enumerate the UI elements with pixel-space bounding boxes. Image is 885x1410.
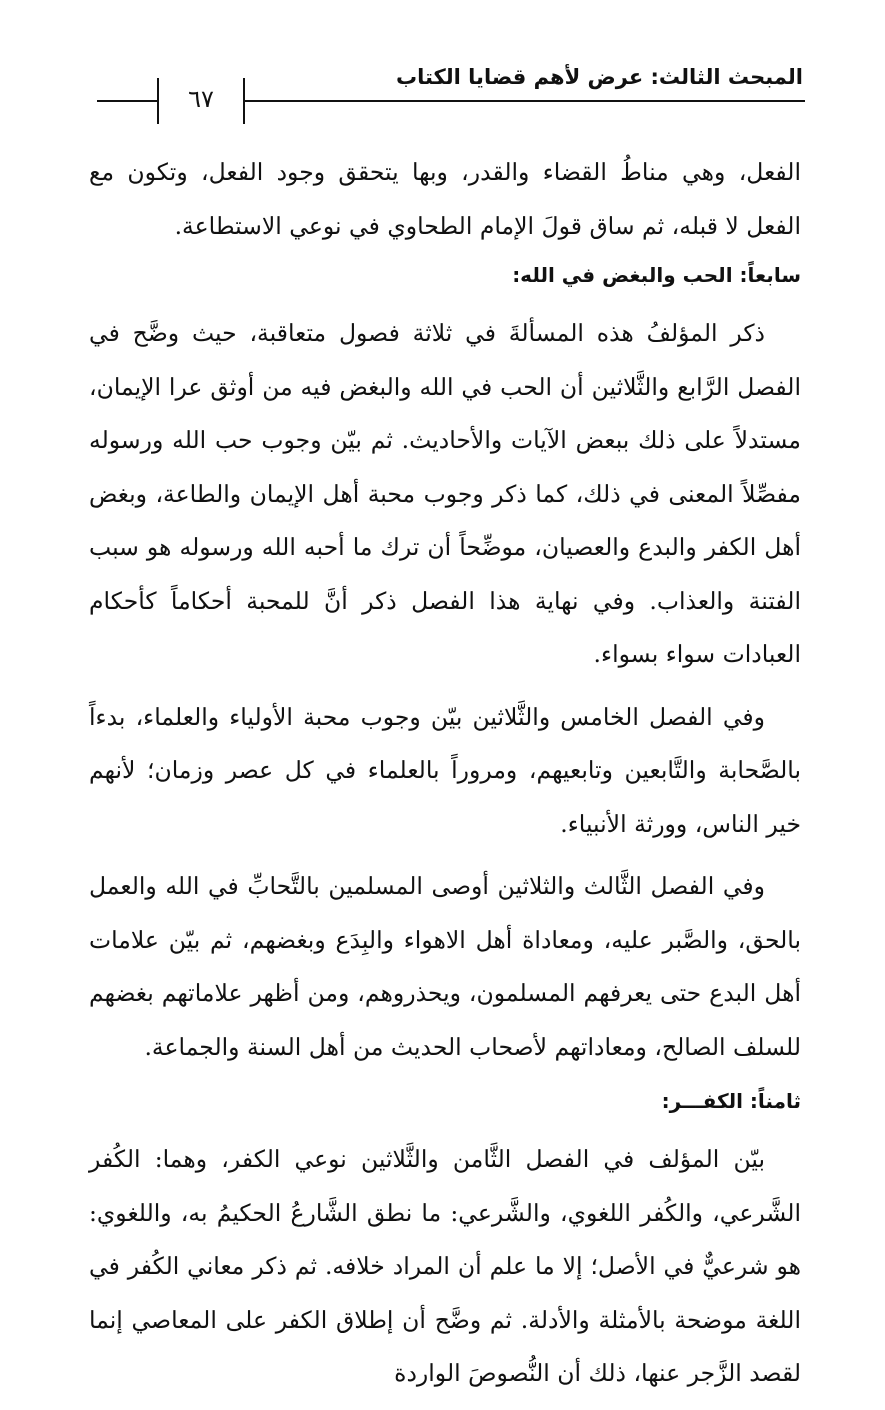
running-header-title: المبحث الثالث: عرض لأهم قضايا الكتاب [396, 65, 803, 89]
paragraph: وفي الفصل الثَّالث والثلاثين أوصى المسلمين بالتَّحابِّ في الله والعمل بالحق، والصَّبر عليه، ومعاداة أهل الاهواء والبِدَع وبغضهم، ثم بيّن علامات أهل البدع حتى يعرفهم المسلمون، ويحذروهم، ومن أظهر علاماتهم بغضهم للسلف الصالح، ومعاداتهم لأصحاب الحديث من أهل السنة والجماعة. [89, 872, 801, 1061]
paragraph-continued: الفعل، وهي مناطُ القضاء والقدر، وبها يتحقق وجود الفعل، وتكون مع الفعل لا قبله، ثم ساق قولَ الإمام الطحاوي في نوعي الاستطاعة. [89, 158, 801, 240]
header-rule-right [243, 100, 805, 102]
paragraph: بيّن المؤلف في الفصل الثَّامن والثَّلاثين نوعي الكفر، وهما: الكُفر الشَّرعي، والكُفر اللغوي، والشَّرعي: ما نطق الشَّارعُ الحكيمُ به، واللغوي: هو شرعيٌّ في الأصل؛ إلا ما علم أن المراد خلافه. ثم ذكر معاني الكُفر في اللغة موضحة بالأمثلة والأدلة. ثم وضَّح أن إطلاق الكفر على المعاصي إنما لقصد الزَّجر عنها، ذلك أن النُّصوصَ الواردة [89, 1145, 801, 1387]
paragraph: وفي الفصل الخامس والثَّلاثين بيّن وجوب محبة الأولياء والعلماء، بدءاً بالصَّحابة والتَّابعين وتابعيهم، ومروراً بالعلماء في كل عصر وزمان؛ لأنهم خير الناس، وورثة الأنبياء. [89, 702, 801, 838]
section-heading-disbelief: ثامناً: الكفـــر: [661, 1089, 801, 1113]
page-number: ٦٧ [188, 85, 214, 113]
page-number-frame-left [157, 78, 159, 124]
header-rule-left [97, 100, 157, 102]
page-number-frame-right [243, 78, 245, 124]
paragraph: ذكر المؤلفُ هذه المسألةَ في ثلاثة فصول متعاقبة، حيث وضَّح في الفصل الرَّابع والثَّلاثين أن الحب في الله والبغض فيه من أوثق عرا الإيمان، مستدلاً على ذلك ببعض الآيات والأحاديث. ثم بيّن وجوب حب الله ورسوله مفصِّلاً المعنى في ذلك، كما ذكر وجوب محبة أهل الإيمان والطاعة، وبغض أهل الكفر والبدع والعصيان، موضِّحاً أن ترك ما أحبه الله ورسوله هو سبب الفتنة والعذاب. وفي نهاية هذا الفصل ذكر أنَّ للمحبة أحكاماً كأحكام العبادات سواء بسواء. [89, 319, 801, 668]
body-text [89, 146, 801, 1410]
section-heading-love-and-hate: سابعاً: الحب والبغض في الله: [512, 263, 801, 287]
